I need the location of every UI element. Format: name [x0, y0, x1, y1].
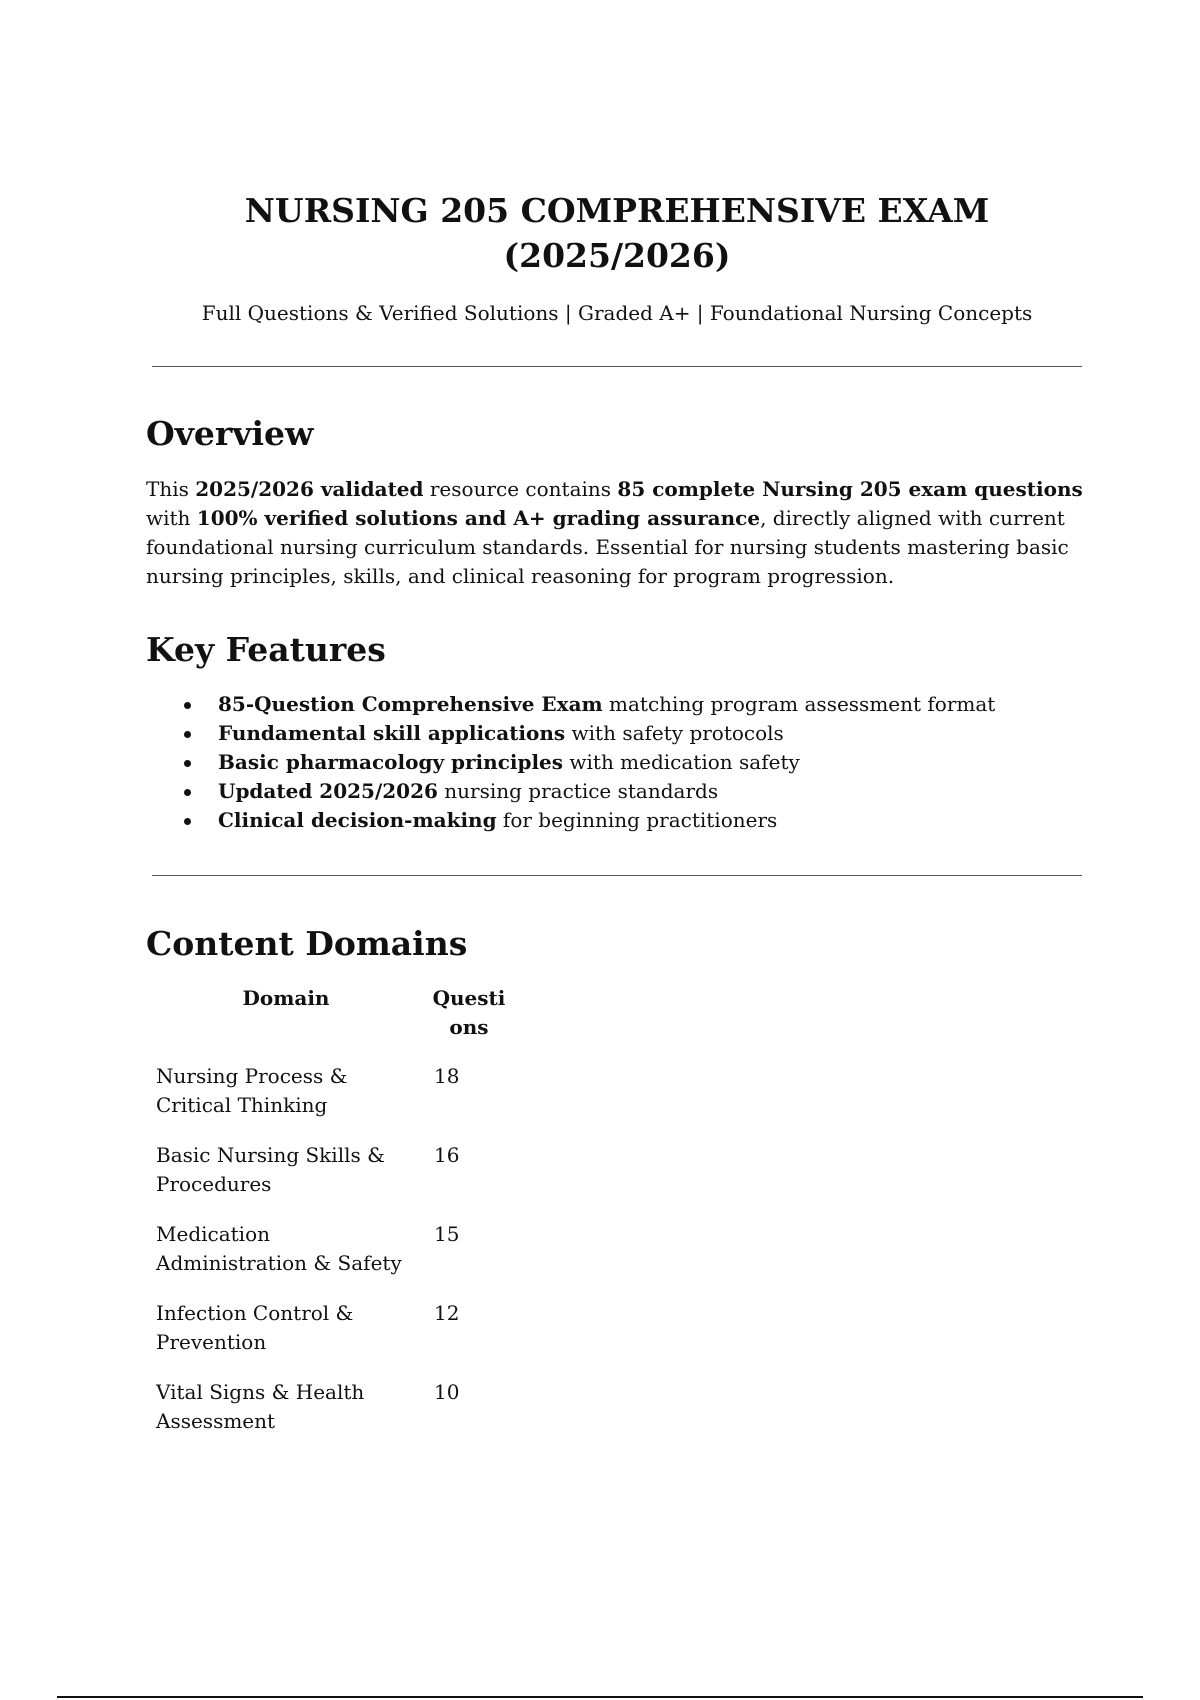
bullet-icon — [184, 760, 191, 767]
domain-cell: Infection Control & Prevention — [156, 1301, 354, 1354]
content-domains-table — [146, 984, 512, 1457]
overview-text: , directly aligned with current foundational nursing curriculum standards. Essential for nursing students mastering basic nursing principles, skills, and clinical reasoning for program progression. — [146, 506, 1069, 588]
content-domains-heading: Content Domains — [146, 924, 468, 963]
column-header-domain: Domain — [242, 986, 330, 1010]
domain-cell: Medication Administration & Safety — [156, 1222, 402, 1275]
feature-bold: 85-Question Comprehensive Exam — [218, 692, 603, 716]
overview-paragraph — [146, 475, 1091, 591]
bullet-icon — [184, 789, 191, 796]
domain-cell: Nursing Process & Critical Thinking — [156, 1064, 348, 1117]
bullet-icon — [184, 731, 191, 738]
overview-text-bold: 85 complete Nursing 205 exam questions — [617, 477, 1083, 501]
bullet-icon — [184, 818, 191, 825]
feature-bold: Basic pharmacology principles — [218, 750, 564, 774]
table-row — [146, 1141, 512, 1220]
table-row — [146, 1378, 512, 1457]
feature-item — [180, 690, 995, 719]
column-header-questions: Questions — [432, 986, 506, 1039]
bullet-icon — [184, 702, 191, 709]
questions-cell: 12 — [434, 1301, 460, 1325]
feature-bold: Fundamental skill applications — [218, 721, 566, 745]
document-subtitle: Full Questions & Verified Solutions | Graded A+ | Foundational Nursing Concepts — [201, 301, 1033, 325]
feature-text: for beginning practitioners — [496, 808, 778, 832]
questions-cell: 16 — [434, 1143, 460, 1167]
feature-item — [180, 748, 995, 777]
feature-text: with safety protocols — [565, 721, 784, 745]
feature-bold: Clinical decision-making — [218, 808, 497, 832]
overview-text-bold: 100% verified solutions and A+ grading assurance — [196, 506, 761, 530]
overview-text-bold: 2025/2026 validated — [195, 477, 424, 501]
domain-cell: Vital Signs & Health Assessment — [156, 1380, 365, 1433]
questions-cell: 10 — [434, 1380, 460, 1404]
table-row — [146, 1220, 512, 1299]
feature-item — [180, 719, 995, 748]
feature-text: with medication safety — [563, 750, 800, 774]
key-features-heading: Key Features — [146, 630, 386, 669]
questions-cell: 15 — [434, 1222, 460, 1246]
table-header-row — [146, 984, 512, 1062]
overview-text: with — [146, 506, 197, 530]
divider-middle — [152, 875, 1082, 876]
questions-cell: 18 — [434, 1064, 460, 1088]
divider-top — [152, 366, 1082, 367]
feature-item — [180, 806, 995, 835]
table-row — [146, 1062, 512, 1141]
key-features-list — [180, 690, 995, 835]
feature-text: nursing practice standards — [437, 779, 719, 803]
feature-text: matching program assessment format — [602, 692, 996, 716]
overview-heading: Overview — [146, 414, 314, 453]
page-bottom-rule — [57, 1696, 1143, 1698]
overview-text: resource contains — [423, 477, 618, 501]
feature-item — [180, 777, 995, 806]
domain-cell: Basic Nursing Skills & Procedures — [156, 1143, 385, 1196]
feature-bold: Updated 2025/2026 — [218, 779, 438, 803]
overview-text: This — [146, 477, 196, 501]
document-title: NURSING 205 COMPREHENSIVE EXAM (2025/2026) — [244, 191, 990, 275]
table-row — [146, 1299, 512, 1378]
